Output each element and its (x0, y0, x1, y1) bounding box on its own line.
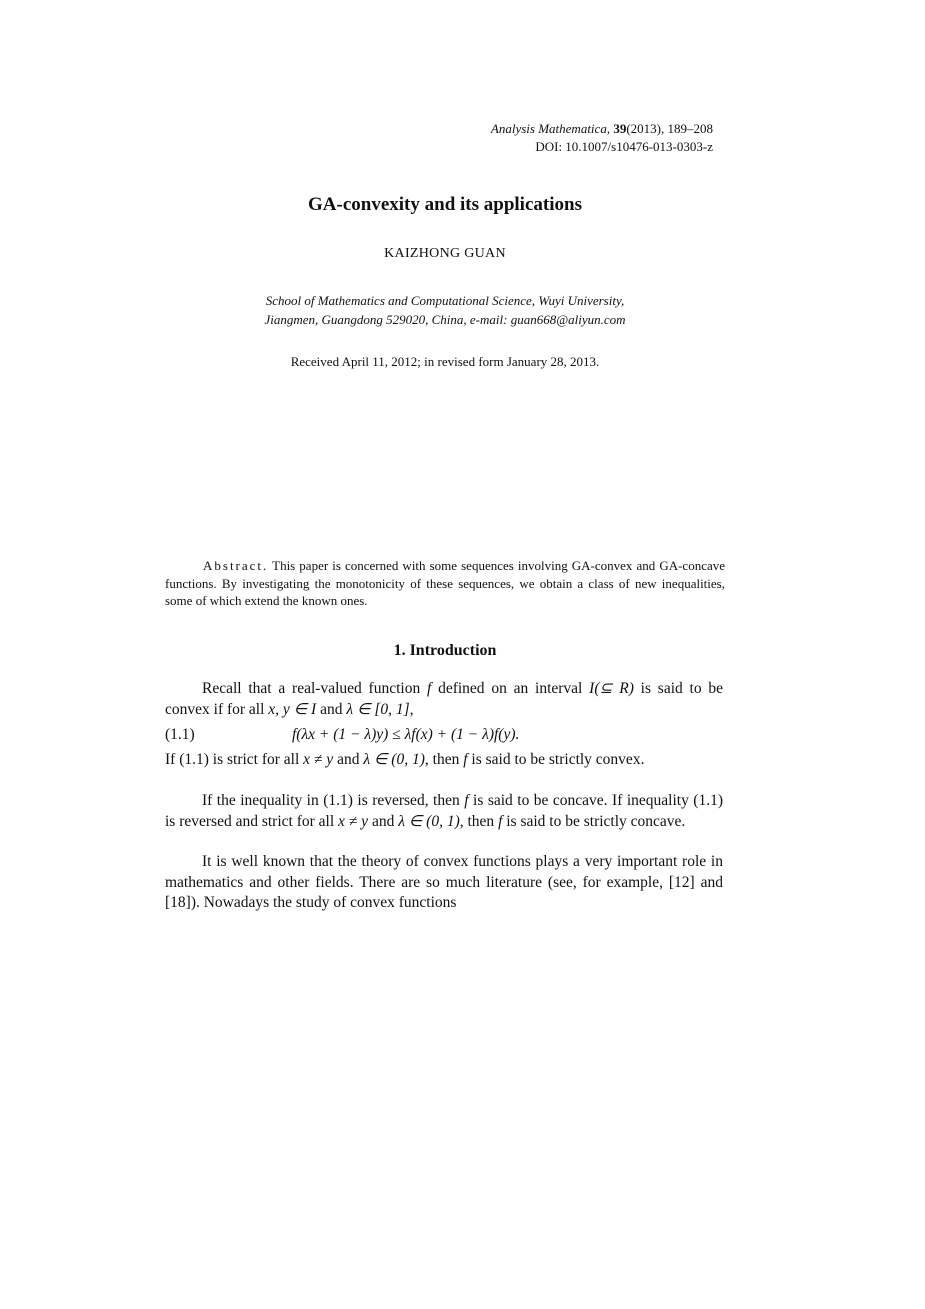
math-xy-in-i: x, y ∈ I (268, 700, 317, 718)
text: , then (424, 751, 460, 768)
math-f: f (426, 680, 432, 697)
text: is said to be strictly concave. (506, 812, 686, 830)
text: , then (459, 812, 495, 830)
text: If the inequality in (1.1) is reversed, then (202, 792, 460, 809)
journal-name: Analysis Mathematica, (490, 121, 611, 136)
paragraph-1 (165, 679, 723, 720)
text: and (320, 700, 343, 718)
received-date: Received April 11, 2012; in revised form January 28, 2013. (290, 354, 600, 369)
paragraph-3 (165, 791, 723, 832)
author: KAIZHONG GUAN (384, 246, 506, 261)
math-lambda-open: λ ∈ (0, 1) (363, 751, 425, 768)
section-heading (0, 642, 890, 660)
text: If (1.1) is strict for all (165, 751, 300, 768)
affiliation (0, 291, 890, 329)
math-x-neq-y: x ≠ y (303, 751, 334, 768)
text: Recall that a real-valued function (202, 680, 421, 697)
text: is said to be convex if for all (165, 680, 724, 718)
abstract (165, 557, 725, 610)
text: is said to be concave. If inequality (1.1) is reversed and strict for all (165, 792, 723, 830)
paper-title: GA-convexity and its applications (308, 194, 582, 215)
paragraph-4-text: It is well known that the theory of convex functions plays a very important role in mathematics and other fields. There are so much literature (see, for example, [12] and [18]). Nowadays the study of convex functions (165, 853, 723, 911)
doi: DOI: 10.1007/s10476-013-0303-z (535, 139, 713, 154)
paragraph-4 (165, 852, 723, 914)
affiliation-line-1: School of Mathematics and Computational Science, Wuyi University, (265, 293, 625, 308)
abstract-label: Abstract. (203, 558, 269, 573)
section-title: Introduction (409, 642, 497, 659)
journal-volume: 39 (613, 121, 627, 136)
text: is said to be strictly convex. (471, 751, 645, 768)
math-interval: I(⊆ R) (589, 680, 634, 697)
journal-citation (491, 120, 713, 156)
section-number: 1. (393, 642, 406, 659)
math-f: f (463, 751, 468, 768)
paragraph-2 (165, 750, 723, 771)
text: defined on an interval (438, 680, 583, 697)
math-x-neq-y: x ≠ y (338, 812, 369, 830)
equation-number: (1.1) (165, 726, 195, 743)
math-f: f (498, 812, 503, 830)
math-f: f (464, 792, 469, 809)
math-lambda-closed: λ ∈ [0, 1], (346, 700, 414, 718)
text: and (371, 812, 395, 830)
text: and (337, 751, 360, 768)
abstract-text: This paper is concerned with some sequences involving GA-convex and GA-concave functions. By investigating the monotonicity of these sequences, we obtain a class of new inequalities, some of which extend the known ones. (165, 558, 725, 608)
affiliation-line-2: Jiangmen, Guangdong 529020, China, e-mail: guan668@aliyun.com (264, 312, 626, 327)
math-lambda-open: λ ∈ (0, 1) (398, 812, 460, 830)
journal-year-pages: (2013), 189–208 (626, 121, 713, 136)
equation-1-1: f(λx + (1 − λ)y) ≤ λf(x) + (1 − λ)f(y). (292, 726, 520, 743)
